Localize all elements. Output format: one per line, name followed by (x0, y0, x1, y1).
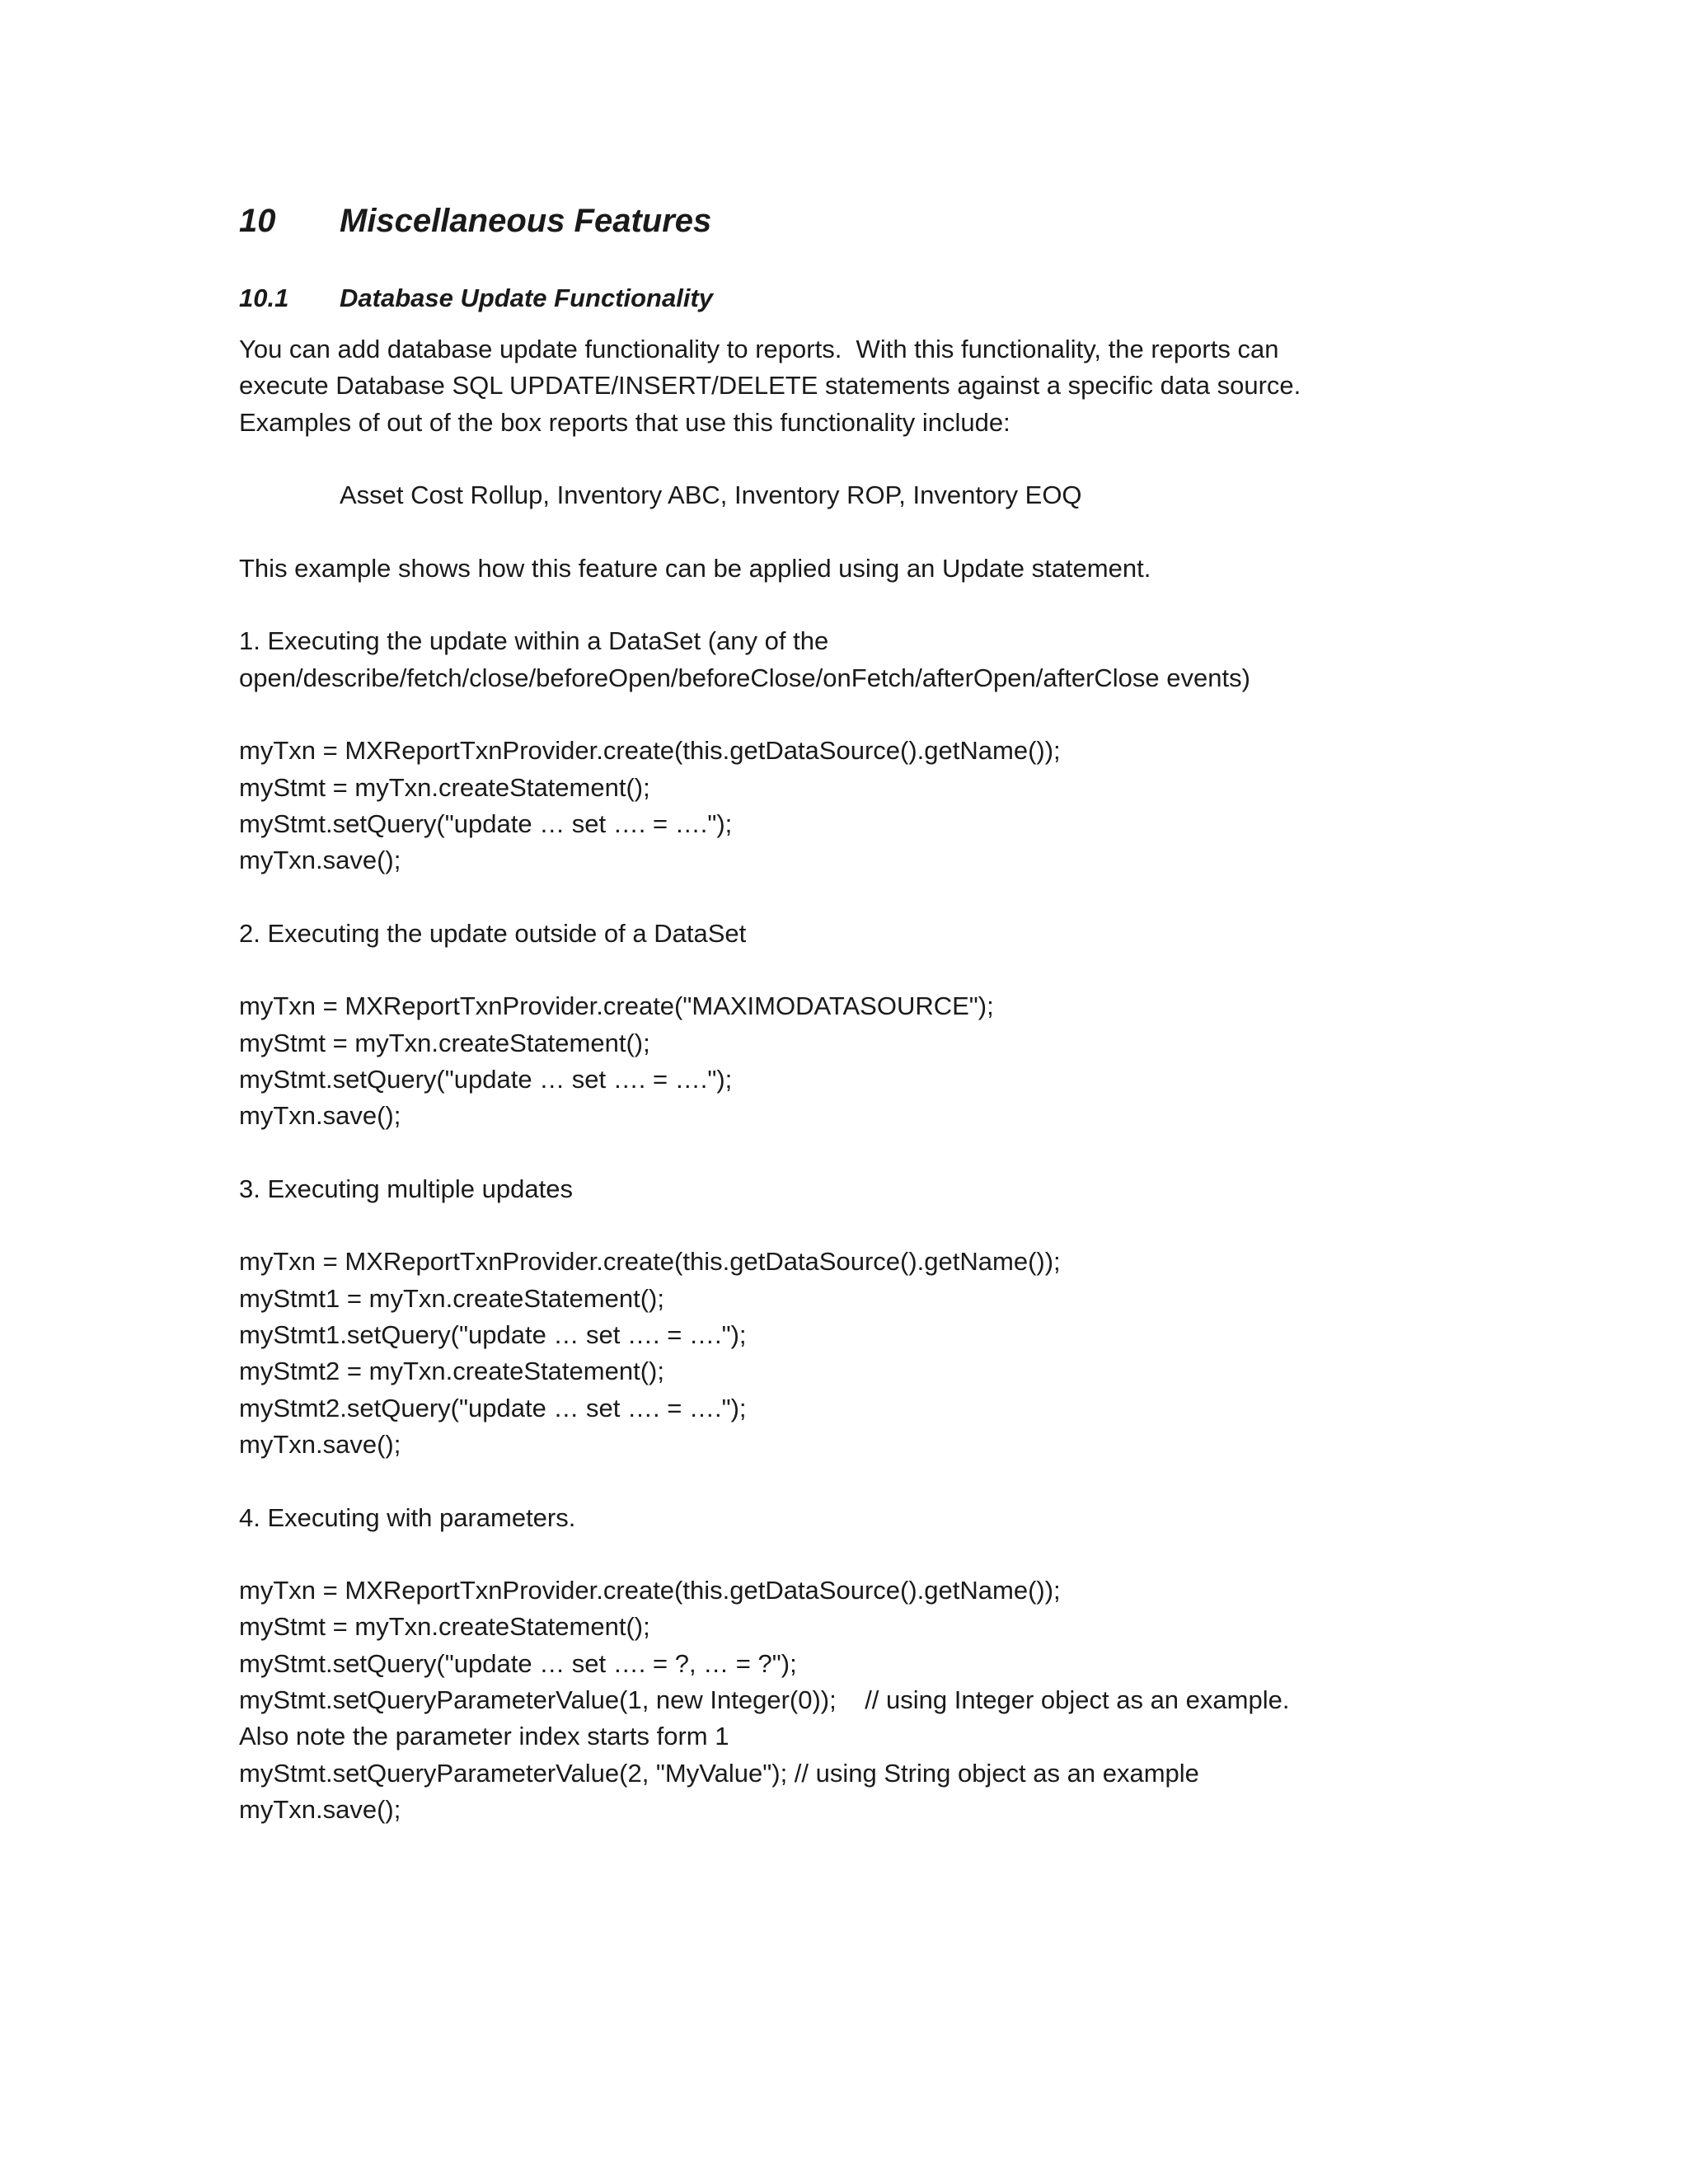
section-heading (239, 198, 711, 244)
code-block (239, 988, 1475, 1134)
intro-line: You can add database update functionality to reports. With this functionality, the reports can (239, 335, 1279, 363)
code-line: myStmt.setQueryParameterValue(2, "MyValue"); // using String object as an example (239, 1758, 1199, 1788)
code-line: myStmt2 = myTxn.createStatement(); (239, 1357, 664, 1386)
code-line: myTxn = MXReportTxnProvider.create(this.getDataSource().getName()); (239, 1576, 1061, 1605)
code-line: myStmt.setQuery("update … set …. = ?, … = ?"); (239, 1648, 797, 1678)
code-line: myStmt = myTxn.createStatement(); (239, 1028, 650, 1057)
code-line: myTxn.save(); (239, 1101, 401, 1131)
code-line: myTxn = MXReportTxnProvider.create("MAXIMODATASOURCE"); (239, 991, 994, 1021)
code-line: myTxn.save(); (239, 1429, 401, 1459)
code-line: myTxn = MXReportTxnProvider.create(this.getDataSource().getName()); (239, 736, 1061, 766)
subsection-heading (239, 280, 713, 316)
code-line: myStmt1 = myTxn.createStatement(); (239, 1283, 664, 1313)
section-title-line: 3. Executing multiple updates (239, 1174, 573, 1203)
example-reports: Asset Cost Rollup, Inventory ABC, Inventory ROP, Inventory EOQ (340, 480, 1082, 510)
section-title-line: 1. Executing the update within a DataSet (any of the (239, 626, 829, 656)
code-line: myTxn = MXReportTxnProvider.create(this.getDataSource().getName()); (239, 1247, 1061, 1277)
code-line: myStmt1.setQuery("update … set …. = …."); (239, 1320, 747, 1350)
body-text (239, 331, 1475, 1828)
intro-paragraph (239, 331, 1475, 441)
code-line: myStmt.setQuery("update … set …. = …."); (239, 1064, 733, 1094)
code-block (239, 1572, 1475, 1828)
code-line: myStmt.setQuery("update … set …. = …."); (239, 808, 733, 838)
section-number: 10 (239, 203, 276, 239)
code-block (239, 733, 1475, 879)
section-3 (239, 1171, 1475, 1463)
section-title-line: 4. Executing with parameters. (239, 1502, 576, 1532)
code-line: myTxn.save(); (239, 1794, 401, 1824)
code-line: myTxn.save(); (239, 846, 401, 875)
section-1 (239, 623, 1475, 879)
code-line: Also note the parameter index starts form 1 (239, 1722, 729, 1751)
example-intro: This example shows how this feature can be applied using an Update statement. (239, 553, 1151, 583)
intro-line: Examples of out of the box reports that use this functionality include: (239, 407, 1010, 437)
intro-line: execute Database SQL UPDATE/INSERT/DELETE statements against a specific data source. (239, 371, 1301, 401)
code-line: myStmt.setQueryParameterValue(1, new Integer(0)); // using Integer object as an example. (239, 1685, 1290, 1714)
subsection-number: 10.1 (239, 284, 289, 312)
section-title: Miscellaneous Features (340, 203, 712, 239)
code-line: myStmt = myTxn.createStatement(); (239, 772, 650, 802)
section-title-line: open/describe/fetch/close/beforeOpen/beforeClose/onFetch/afterOpen/afterClose events) (239, 663, 1250, 692)
code-line: myStmt2.setQuery("update … set …. = …."); (239, 1393, 747, 1422)
section-title-line: 2. Executing the update outside of a DataSet (239, 918, 747, 948)
section-4 (239, 1500, 1475, 1829)
section-2 (239, 916, 1475, 1135)
code-block (239, 1244, 1475, 1463)
subsection-title: Database Update Functionality (340, 284, 714, 312)
code-line: myStmt = myTxn.createStatement(); (239, 1612, 650, 1642)
